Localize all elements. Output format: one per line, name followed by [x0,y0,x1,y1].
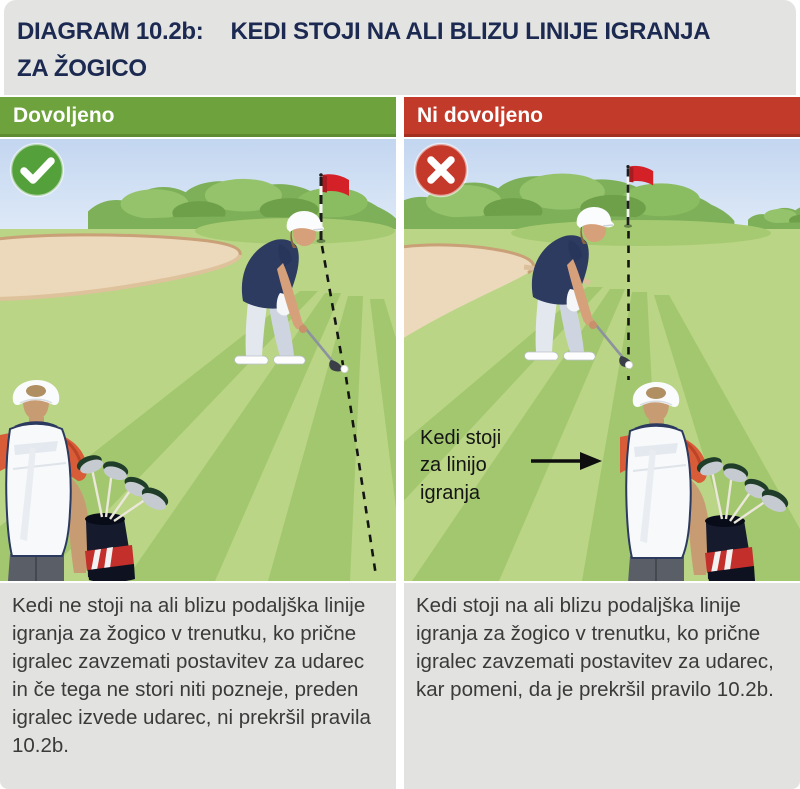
cross-icon [415,144,467,196]
not-allowed-scene [404,139,800,581]
allowed-caption: Kedi ne stoji na ali blizu podaljška linije igranja za žogico v trenutku, ko prične igralec zavzemati postavitev za udarec in če tega ne stori niti pozneje, preden igralec izvede udarec, ni prekršil pravila 10.2b. [0,583,396,789]
diagram-label: DIAGRAM 10.2b: [17,18,204,45]
check-icon [11,144,63,196]
not-allowed-illustration [404,139,800,581]
not-allowed-header-label: Ni dovoljeno [417,103,543,127]
allowed-scene [0,139,396,581]
title-line-1 [17,13,784,50]
page-title: KEDI STOJI NA ALI BLIZU LINIJE IGRANJA [230,18,711,45]
putting-green [511,220,771,246]
allowed-header-label: Dovoljeno [13,103,115,127]
comparison-columns [0,97,800,789]
annotation-line: Kedi stoji [420,427,502,449]
panel-not-allowed [404,97,800,789]
golf-ball [625,361,632,368]
annotation-line: za linijo [420,454,487,476]
not-allowed-header [404,97,800,137]
panel-allowed [0,97,396,789]
allowed-header [0,97,396,137]
title-line-2: ZA ŽOGICO [17,55,147,82]
title-card [4,0,796,95]
golf-ball [341,365,348,372]
not-allowed-caption: Kedi stoji na ali blizu podaljška linije igranja za žogico v trenutku, ko prične igralec zavzemati postavitev za udarec, kar pomeni, da je prekršil pravilo 10.2b. [404,583,800,789]
allowed-illustration [0,139,396,581]
annotation-line: igranja [420,482,481,504]
